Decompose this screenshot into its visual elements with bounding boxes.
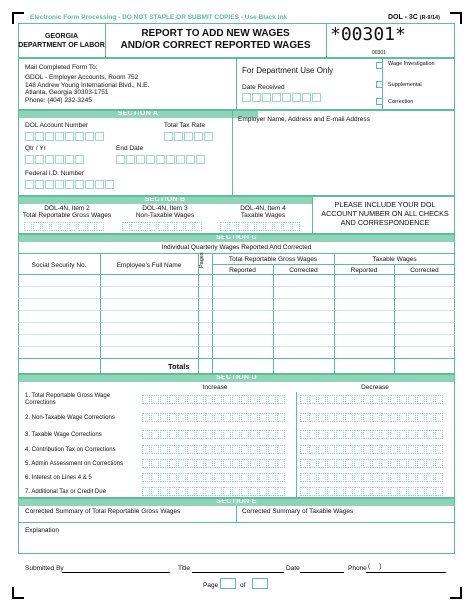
form-number-small: 00301	[372, 50, 386, 56]
agency-name	[18, 32, 105, 50]
col-taxable-wages: Taxable Wages	[372, 256, 417, 263]
section-d-item-2: 2. Non-Taxable Wage Corrections	[25, 415, 115, 421]
phone-line[interactable]	[366, 572, 446, 573]
dept-use-title: For Department Use Only	[242, 66, 334, 75]
form-number-barcode: *00301*	[330, 24, 406, 45]
col2-desc: Non-Taxable Wages	[135, 212, 195, 219]
page-label: Page	[203, 582, 219, 589]
section-b-col2-cells[interactable]	[122, 222, 202, 231]
col-ssn: Social Security No.	[31, 262, 87, 269]
mail-line-4: Phone: (404) 232-3245	[25, 96, 92, 104]
submitted-by-line[interactable]	[62, 572, 170, 573]
qtr-yr-label: Qtr / Yr	[25, 145, 46, 152]
explanation-field[interactable]	[20, 536, 453, 552]
date-label: Date	[286, 565, 300, 572]
col3-desc: Taxable Wages	[240, 212, 286, 219]
form-rev: (R-9/14)	[419, 15, 440, 21]
of-label: of	[240, 582, 246, 589]
phone-parens: ( )	[368, 563, 382, 570]
option-supplemental: Supplemental	[388, 82, 422, 88]
col3-item: DOL-4N, Item 4	[240, 205, 286, 212]
title-label: Title	[178, 565, 191, 572]
section-b-header: SECTION B	[18, 196, 312, 204]
qtr-yr-cells[interactable]	[25, 155, 84, 164]
col-trgw-corrected: Corrected	[289, 267, 318, 274]
section-d-item-3: 3. Taxable Wage Corrections	[25, 432, 102, 438]
explanation-label: Explanation	[25, 527, 59, 534]
agency-line-1: GEORGIA	[44, 33, 79, 40]
mail-line-1: GDOL - Employer Accounts, Room 752	[25, 74, 139, 81]
col-taxable-corrected: Corrected	[410, 267, 439, 274]
dol-account-cells[interactable]	[25, 132, 104, 141]
total-tax-rate-label: Total Tax Rate	[164, 122, 206, 129]
section-b-col3	[214, 205, 312, 219]
date-received-cells[interactable]	[242, 93, 321, 102]
decrease-row-1[interactable]	[300, 395, 443, 404]
federal-id-cells[interactable]	[25, 180, 114, 189]
section-c-header: SECTION C	[18, 234, 455, 242]
phone-label: Phone	[348, 565, 367, 572]
decrease-label: Decrease	[361, 384, 389, 391]
end-date-label: End Date	[116, 145, 144, 152]
section-d-header: SECTION D	[18, 374, 455, 382]
col-pages: Pages	[199, 252, 205, 268]
col-taxable-reported: Reported	[350, 267, 378, 274]
date-received-label: Date Received	[242, 84, 285, 91]
checkbox-correction[interactable]	[376, 98, 383, 105]
section-d-item-1: 1. Total Reportable Gross Wage Corrections	[25, 393, 111, 406]
title-line-1: REPORT TO ADD NEW WAGES	[141, 28, 290, 39]
section-e-header: SECTION E	[18, 498, 455, 506]
decrease-row-7[interactable]	[300, 487, 443, 496]
title-line-2: AND/OR CORRECT REPORTED WAGES	[120, 40, 311, 51]
col-trgw: Total Reportable Gross Wages	[228, 256, 318, 263]
decrease-row-6[interactable]	[300, 473, 443, 482]
col1-item: DOL-4N, Item 2	[44, 205, 90, 212]
increase-row-4[interactable]	[142, 445, 285, 454]
checkbox-supplemental[interactable]	[376, 81, 383, 88]
wage-rows[interactable]	[18, 275, 455, 358]
option-correction: Correction	[388, 99, 414, 105]
total-tax-rate-cells[interactable]	[164, 132, 213, 141]
section-d-item-4: 4. Contribution Tax on Corrections	[25, 447, 116, 453]
section-c-subtitle: Individual Quarterly Wages Reported And Corrected	[161, 244, 312, 251]
mail-line-2: 148 Andrew Young International Blvd., N.E.	[25, 81, 150, 89]
date-line[interactable]	[300, 572, 344, 573]
increase-row-7[interactable]	[142, 487, 285, 496]
submitted-by-label: Submitted By	[25, 565, 64, 572]
employer-info-label: Employer Name, Address and E-mail Address	[238, 116, 370, 123]
section-e-col1: Corrected Summary of Total Reportable Gross Wages	[25, 508, 181, 515]
employer-info-field[interactable]	[236, 126, 452, 194]
end-date-cells[interactable]	[116, 155, 205, 164]
col1-desc: Total Reportable Gross Wages	[22, 212, 112, 219]
increase-label: Increase	[202, 384, 228, 391]
corner-mark-br	[450, 587, 462, 599]
form-notice: Electronic Form Processing - DO NOT STAPLE OR SUBMIT COPIES - Use Black ink	[30, 14, 288, 21]
decrease-row-4[interactable]	[300, 445, 443, 454]
increase-row-6[interactable]	[142, 473, 285, 482]
corner-mark-bl	[12, 587, 24, 599]
section-b-col3-cells[interactable]	[220, 222, 300, 231]
section-a-header: SECTION A	[18, 110, 258, 118]
agency-line-2: DEPARTMENT OF LABOR	[18, 42, 105, 49]
section-d-item-7: 7. Additional Tax or Credit Due	[25, 489, 106, 495]
option-wage-investigation: Wage Investigation	[388, 61, 435, 67]
section-d-item-6: 6. Interest on Lines 4 & 5	[25, 475, 92, 481]
form-id	[388, 14, 440, 21]
totals-label: Totals	[168, 362, 190, 371]
totals-row[interactable]	[212, 359, 455, 374]
decrease-row-3[interactable]	[300, 430, 443, 439]
mail-label: Mail Completed Form To:	[25, 64, 98, 71]
increase-row-1[interactable]	[142, 395, 285, 404]
increase-row-2[interactable]	[142, 413, 285, 422]
decrease-row-5[interactable]	[300, 459, 443, 468]
checkbox-wage-investigation[interactable]	[376, 62, 383, 69]
col-employee-name: Employee's Full Name	[116, 262, 182, 269]
federal-id-label: Federal I.D. Number	[25, 170, 84, 177]
section-b-col1-cells[interactable]	[24, 222, 104, 231]
dol-account-label: DOL Account Number	[25, 122, 88, 129]
section-b-note: PLEASE INCLUDE YOUR DOL ACCOUNT NUMBER ON ALL CHECKS AND CORRESPONDENCE	[321, 200, 449, 227]
form-title	[105, 28, 326, 52]
col-trgw-reported: Reported	[229, 267, 256, 274]
page-total-box[interactable]	[252, 578, 268, 589]
section-e-col2: Corrected Summary of Taxable Wages	[242, 508, 354, 515]
form-id-text: DOL - 3C	[388, 14, 418, 21]
section-b-col2	[116, 205, 214, 219]
title-line[interactable]	[192, 572, 284, 573]
section-b-col1	[18, 205, 116, 219]
mail-address	[25, 74, 149, 104]
decrease-row-2[interactable]	[300, 413, 443, 422]
section-d-item-5: 5. Admin Assessment on Corrections	[25, 461, 124, 467]
col2-item: DOL-4N, Item 3	[142, 205, 188, 212]
increase-row-5[interactable]	[142, 459, 285, 468]
page-number-box[interactable]	[220, 578, 236, 589]
mail-line-3: Atlanta, Georgia 30303-1751	[25, 89, 109, 96]
increase-row-3[interactable]	[142, 430, 285, 439]
